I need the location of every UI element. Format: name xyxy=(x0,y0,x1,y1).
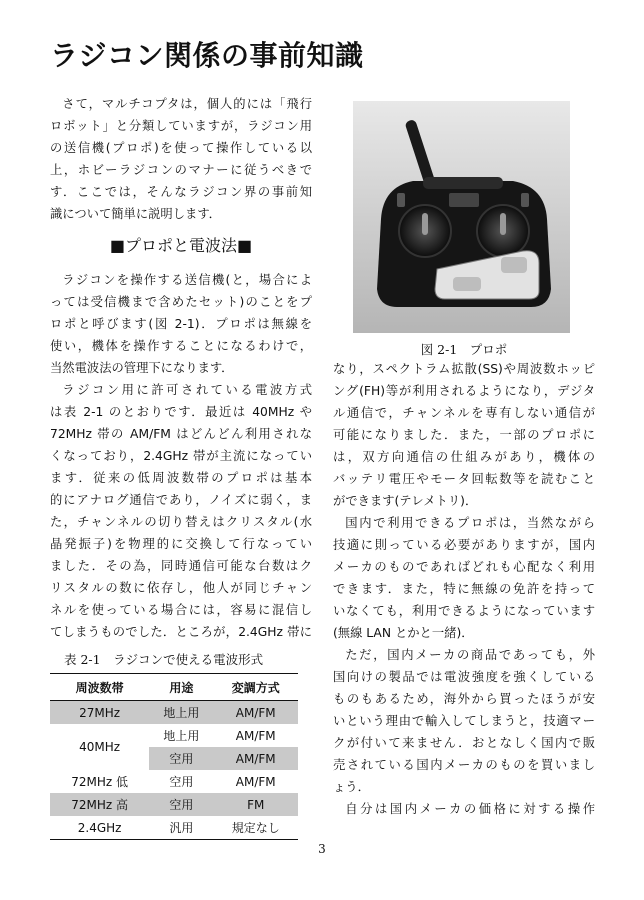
table-header: 変調方式 xyxy=(213,674,298,701)
figure-caption: 図 2-1 プロポ xyxy=(420,342,508,357)
page-title: ラジコン関係の事前知識 xyxy=(50,39,364,72)
section-heading: ■プロポと電波法■ xyxy=(109,236,253,255)
text-line: なり，スペクトラム拡散(SS)や周波数ホッピ xyxy=(333,362,595,376)
table-row xyxy=(50,816,298,840)
text-line: 72MHz 帯の AM/FM はどんどん利用されな xyxy=(50,427,312,441)
text-line: ロボット」と分類していますが，ラジコン用 xyxy=(50,119,312,133)
transmitter-photo xyxy=(353,101,570,333)
table-cell: AM/FM xyxy=(235,728,276,743)
text-line: くなっており，2.4GHz 帯が主流になってい xyxy=(50,449,312,463)
text-line: の送信機(プロポ)を使って操作している以 xyxy=(50,141,312,155)
table-cell: 2.4GHz xyxy=(50,816,149,840)
text-line: 国向けの製品では電波強度を強くしている xyxy=(333,670,595,684)
table-row xyxy=(50,770,298,793)
table-cell: 72MHz 低 xyxy=(71,775,129,789)
table-cell: 空用 xyxy=(149,793,213,816)
paragraph-operation xyxy=(333,798,595,820)
text-line: ラジコンを操作する送信機(と，場合によ xyxy=(62,273,312,287)
table-cell: 空用 xyxy=(149,747,213,770)
text-line: いという理由で輸入してしまうと，技適マー xyxy=(333,714,595,728)
text-line: ング(FH)等が利用されるようになり，デジタ xyxy=(333,384,595,398)
text-line: ました．その為，同時通信可能な台数はク xyxy=(50,559,312,573)
text-line: ル通信で，チャンネルを専有しない通信が xyxy=(333,406,595,420)
table-row xyxy=(50,701,298,725)
text-line: リスタルの数に依存し，他人が同じチャン xyxy=(50,581,312,595)
text-line: ただ，国内メーカの商品であっても，外 xyxy=(345,648,595,662)
text-line: 国内で利用できるプロポは，当然ながら xyxy=(345,516,595,530)
text-line: は表 2-1 のとおりです．最近は 40MHz や xyxy=(50,405,312,419)
table-cell: AM/FM xyxy=(213,747,298,770)
text-line: 上，ホビーラジコンのマナーに従うべきで xyxy=(50,163,312,177)
text-line: ょう． xyxy=(333,780,370,794)
table-row xyxy=(50,793,298,816)
text-line: ができます(テレメトリ)． xyxy=(333,494,478,508)
text-line: っては受信機まで含めたセット)のことをプ xyxy=(50,295,312,309)
table-cell: 汎用 xyxy=(149,816,213,840)
table-cell: 72MHz 高 xyxy=(50,793,149,816)
paragraph-digital xyxy=(333,358,595,512)
table-cell: 地上用 xyxy=(163,729,200,743)
text-line: てしまうものでした．ところが，2.4GHz 帯に xyxy=(50,625,312,639)
table-cell: 空用 xyxy=(169,775,194,789)
paragraph-radio-methods xyxy=(50,379,312,643)
text-line: クが付いて来ません．おとなしく国内で販 xyxy=(333,736,595,750)
text-line: できます．また，特に無線の免許を持って xyxy=(333,582,595,596)
table-cell: AM/FM xyxy=(213,701,298,725)
text-line: 自分は国内メーカの価格に対する操作 xyxy=(345,802,595,816)
text-line: バッテリ電圧やモータ回転数等を読むこと xyxy=(333,472,595,486)
frequency-table xyxy=(50,673,298,840)
text-line: いなくても，利用できるようになっています xyxy=(333,604,595,618)
text-line: 識について簡単に説明します． xyxy=(50,207,221,221)
paragraph-propo xyxy=(50,269,312,379)
text-line: 売されている国内メーカのものを買いまし xyxy=(333,758,595,772)
intro-paragraph xyxy=(50,93,312,225)
text-line: 可能になりました．また，一部のプロポに xyxy=(333,428,595,442)
table-caption: 表 2-1 ラジコンで使える電波形式 xyxy=(64,652,264,667)
text-line: 技適に則っている必要がありますが，国内 xyxy=(333,538,595,552)
right-column xyxy=(333,358,595,820)
table-cell: FM xyxy=(213,793,298,816)
text-line: は，双方向通信の仕組みがあり，機体の xyxy=(333,450,595,464)
table-cell: AM/FM xyxy=(235,774,276,789)
text-line: ネルを使っている場合には，容易に混信し xyxy=(50,603,312,617)
text-line: (無線 LAN とかと一緒)． xyxy=(333,626,474,640)
text-line: ロポと呼びます(図 2-1)．プロポは無線を xyxy=(50,317,312,331)
paragraph-domestic xyxy=(333,512,595,644)
text-line: た，チャンネルの切り替えはクリスタル(水 xyxy=(50,515,312,529)
table-header: 周波数帯 xyxy=(50,674,149,701)
table-header: 用途 xyxy=(149,674,213,701)
text-line: ます．従来の低周波数帯のプロポは基本 xyxy=(50,471,312,485)
text-line: さて，マルチコプタは，個人的には「飛行 xyxy=(62,97,312,111)
text-line: す．ここでは，そんなラジコン界の事前知 xyxy=(50,185,312,199)
table-row xyxy=(50,724,298,747)
text-line: ラジコン用に許可されている電波方式 xyxy=(62,383,312,397)
table-cell: 40MHz xyxy=(79,740,121,754)
table-cell: 27MHz xyxy=(50,701,149,725)
table-cell: 規定なし xyxy=(213,816,298,840)
text-line: ものもあるため，海外から買ったほうが安 xyxy=(333,692,595,706)
figure-propo xyxy=(353,101,570,333)
text-line: 当然電波法の管理下になります． xyxy=(50,361,234,375)
page-number: 3 xyxy=(318,842,326,856)
text-line: 晶発振子)を物理的に交換して行なってい xyxy=(50,537,312,551)
text-line: 使い，機体を操作することになるわけで， xyxy=(50,339,312,353)
text-line: 的にアナログ通信であり，ノイズに弱く，ま xyxy=(50,493,312,507)
left-column xyxy=(50,93,312,643)
table-cell: 地上用 xyxy=(149,701,213,725)
paragraph-import xyxy=(333,644,595,798)
text-line: メーカのものであればどれも心配なく利用 xyxy=(333,560,595,574)
